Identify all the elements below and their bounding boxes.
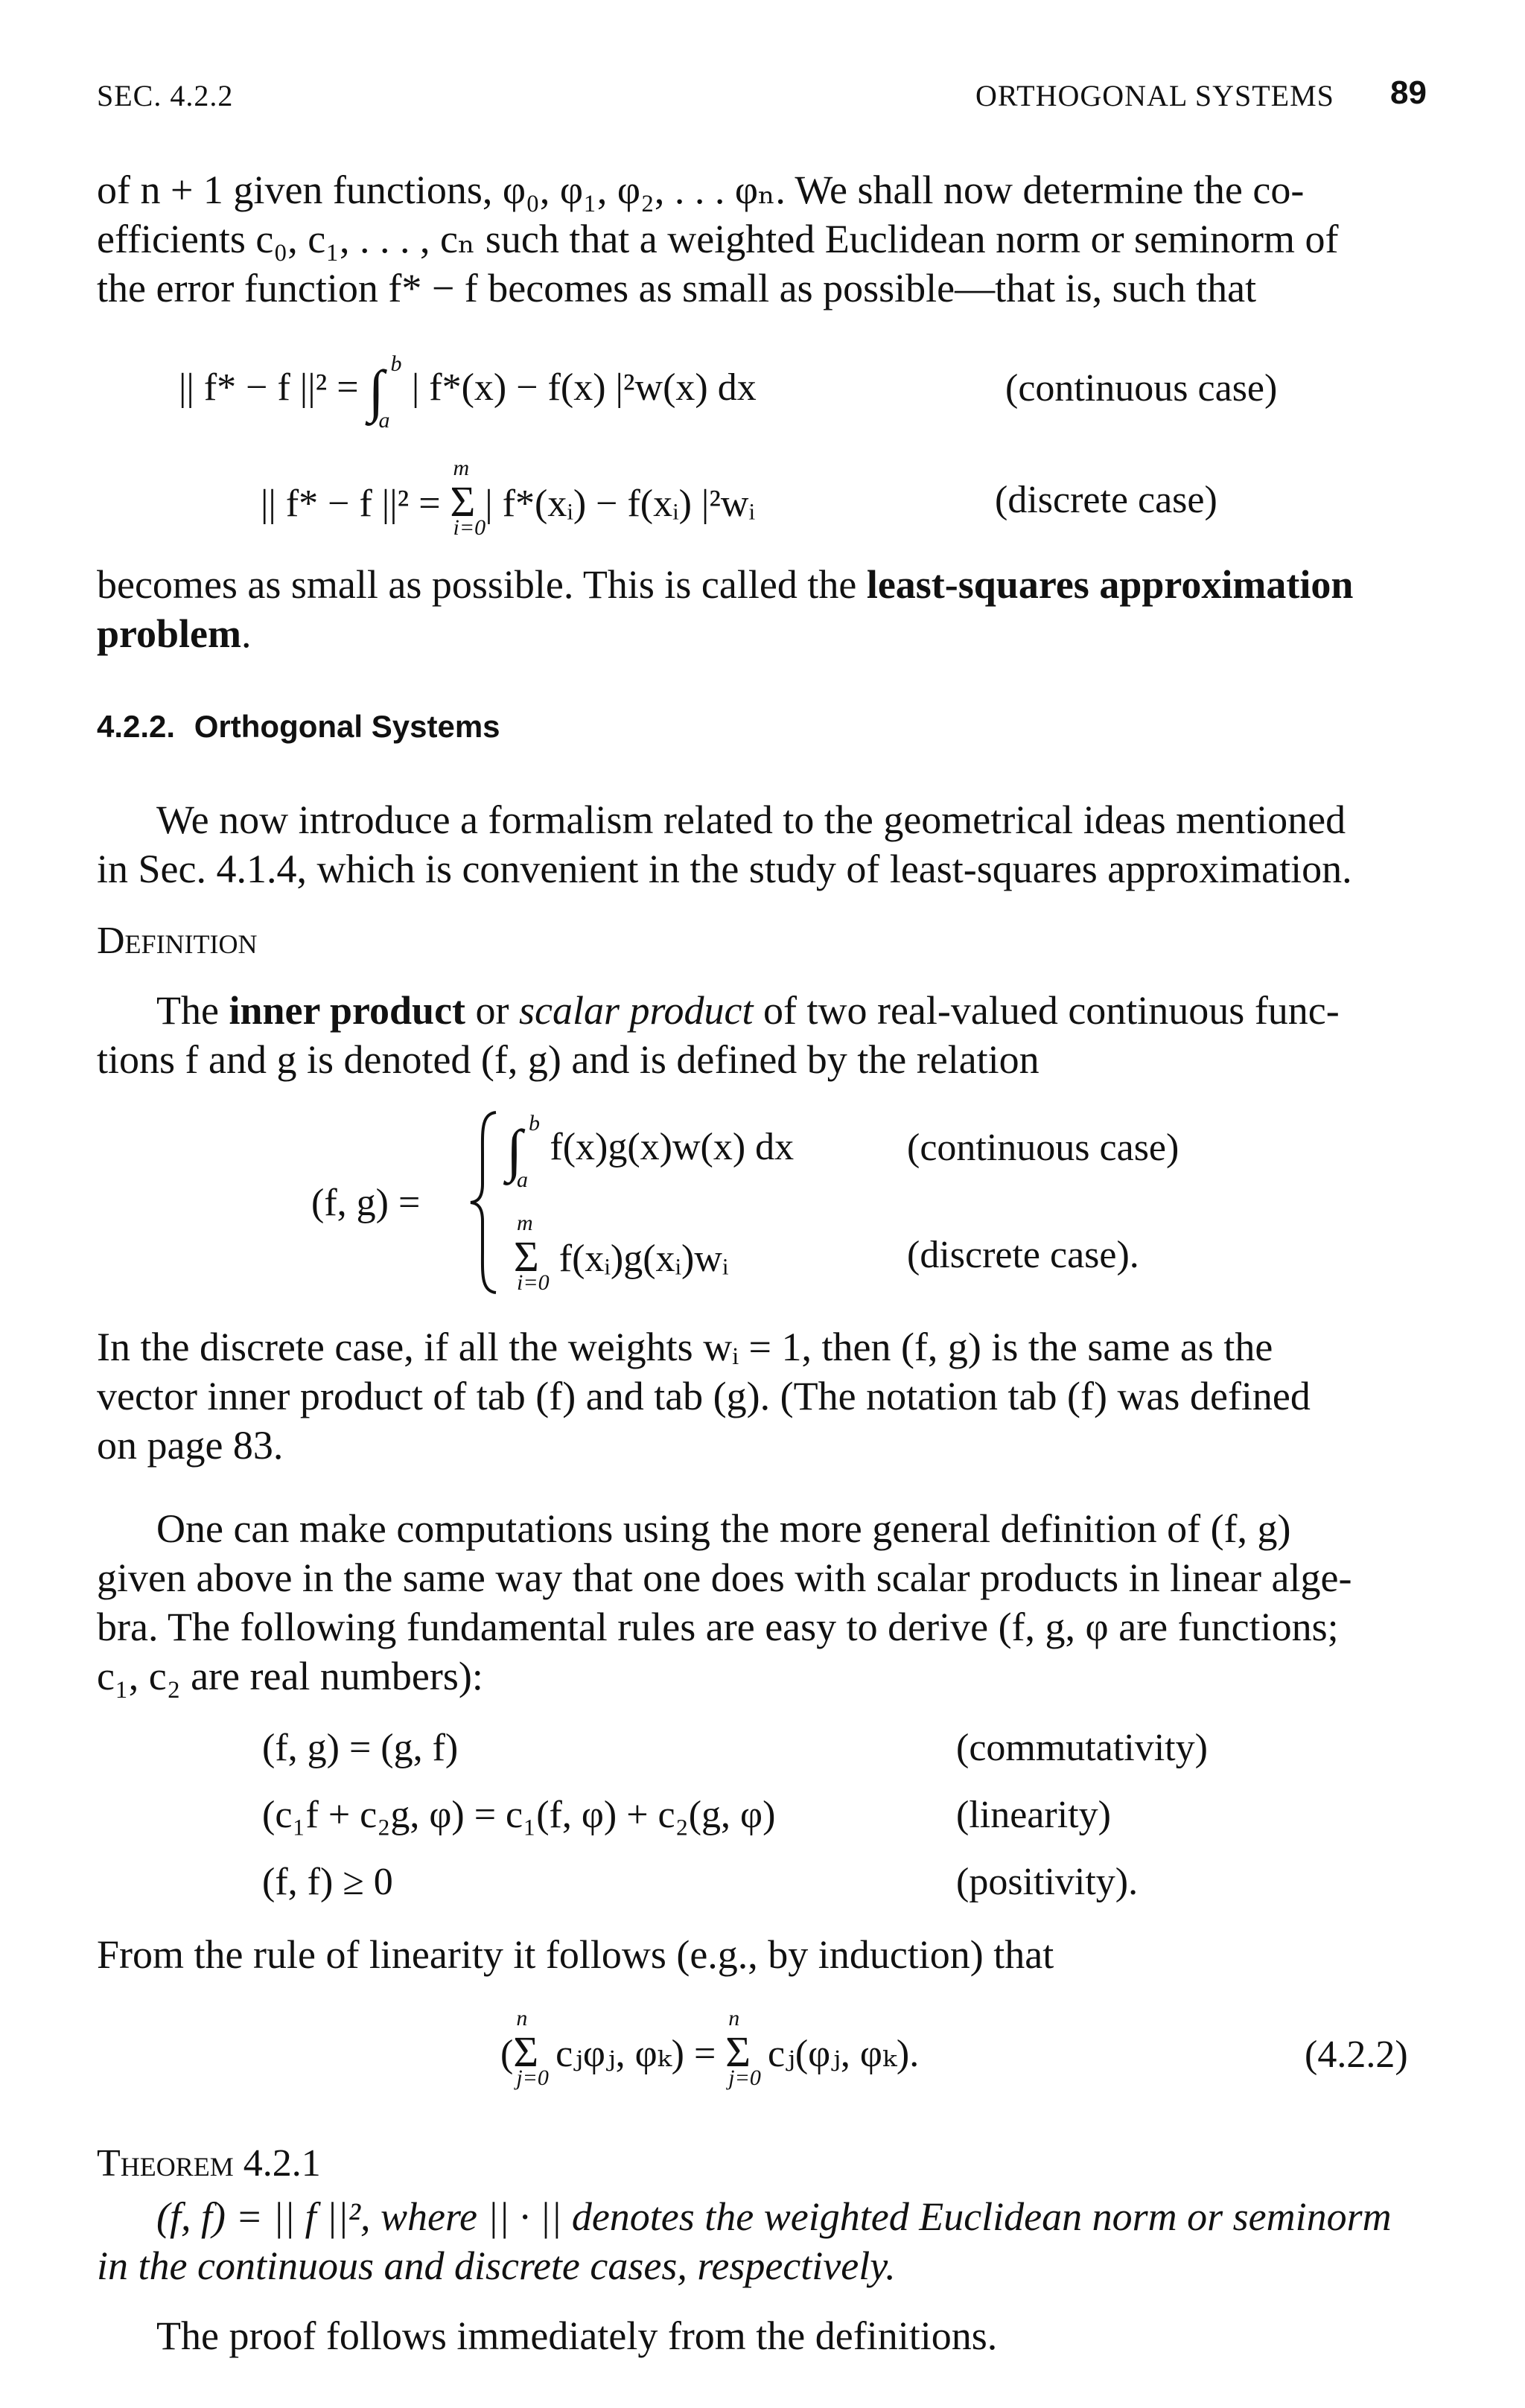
paragraph-least-squares [97,560,1428,658]
paragraph-line: We now introduce a formalism related to the geometrical ideas mentioned [156,797,1346,842]
paragraph-line: in Sec. 4.1.4, which is convenient in the study of least-squares approximation. [97,847,1352,891]
summand: | f*(xᵢ) − f(xᵢ) |²wᵢ [485,482,755,525]
sum-upper-limit: m [517,1211,533,1235]
paragraph-line: on page 83. [97,1423,284,1468]
paragraph-line: One can make computations using the more general definition of (f, g) [156,1506,1291,1551]
rule-positivity: (f, f) ≥ 0 [262,1861,393,1903]
rule-linearity: (c₁f + c₂g, φ) = c₁(f, φ) + c₂(g, φ) [262,1794,776,1836]
rule-note: (commutativity) [956,1727,1208,1769]
paragraph-line: In the discrete case, if all the weights wᵢ = 1, then (f, g) is the same as the [97,1325,1273,1369]
paragraph-intro [97,165,1428,313]
text-run: The [156,988,229,1033]
paragraph-line: the error function f* − f becomes as small as possible—that is, such that [97,266,1257,310]
left-brace-icon [466,1109,500,1296]
paragraph-line: tions f and g is denoted (f, g) and is defined by the relation [97,1037,1040,1082]
theorem-statement [97,2192,1428,2290]
paragraph-line: c₁, c₂ are real numbers): [97,1654,483,1698]
paragraph-line: in the continuous and discrete cases, respectively. [97,2243,896,2288]
paragraph-line: efficients c₀, c₁, . . . , cₙ such that a weighted Euclidean norm or seminorm of [97,217,1339,261]
equation-note: (continuous case) [1005,367,1278,410]
definition-label: Definition [97,920,258,962]
paragraph-line [97,609,1428,658]
paragraph-line [97,986,1428,1035]
rule-commutativity: (f, g) = (g, f) [262,1727,459,1769]
integral-lower-limit: a [517,1168,528,1192]
inner-product-discrete [514,1211,729,1295]
paragraph-line: of n + 1 given functions, φ₀, φ₁, φ₂, . . . φₙ. We shall now determine the co- [97,168,1305,212]
paragraph-line [97,560,1428,609]
section-title: Orthogonal Systems [194,709,500,744]
integral-sign: ∫ b a [506,1111,540,1192]
summation-sign: Σ m i=0 [514,1211,550,1295]
integral-sign: ∫ b a [368,351,402,433]
bold-term: least-squares approximation [866,562,1354,607]
paragraph-discrete-case [97,1322,1428,1470]
bold-term: inner product [229,988,466,1033]
section-number: 4.2.2. [97,709,176,744]
integral-upper-limit: b [529,1111,540,1135]
integrand: f(x)g(x)w(x) dx [550,1126,795,1168]
paragraph-line: vector inner product of tab (f) and tab (g). (The notation tab (f) was defined [97,1374,1311,1418]
italic-term: scalar product [519,988,754,1033]
section-heading [97,709,500,745]
running-header-title: ORTHOGONAL SYSTEMS [975,79,1334,112]
sum-upper-limit: m [453,456,470,480]
equation-note: (discrete case). [907,1234,1139,1276]
open-paren: ( [500,2033,514,2075]
sum-lower-limit: j=0 [728,2065,761,2090]
rule-note: (positivity). [956,1861,1139,1903]
sum-lower-limit: i=0 [453,515,486,540]
equation-norm-discrete [261,456,755,540]
integrand: | f*(x) − f(x) |²w(x) dx [411,366,757,409]
paragraph-proof: The proof follows immediately from the definitions. [156,2313,998,2358]
running-header-section: SEC. 4.2.2 [97,79,234,112]
inner-product-continuous [506,1111,795,1192]
equation-number: (4.2.2) [1305,2033,1408,2076]
theorem-label: Theorem 4.2.1 [97,2142,321,2185]
sum-upper-limit: n [728,2006,740,2030]
summand: f(xᵢ)g(xᵢ)wᵢ [558,1238,729,1280]
paragraph-induction: From the rule of linearity it follows (e.g., by induction) that [97,1932,1054,1977]
equation-lhs: || f* − f ||² = [261,482,441,525]
summation-sign: Σ n j=0 [513,2006,549,2090]
paragraph-line: bra. The following fundamental rules are easy to derive (f, g, φ are functions; [97,1605,1339,1649]
equation-lhs: || f* − f ||² = [179,366,359,409]
summation-sign: Σ m i=0 [450,456,486,540]
summation-sign: Σ n j=0 [725,2006,761,2090]
sum-lower-limit: j=0 [516,2065,549,2090]
equation-middle: cⱼφⱼ, φₖ) = [555,2033,716,2075]
text-run: becomes as small as possible. This is called the [97,562,867,607]
paragraph-line: (f, f) = || f ||², where || · || denotes the weighted Euclidean norm or seminorm [156,2194,1392,2239]
rule-note: (linearity) [956,1794,1111,1836]
text-run: of two real-valued continuous func- [753,988,1340,1033]
text-run: . [241,611,252,656]
paragraph-definition [97,986,1428,1084]
equation-note: (discrete case) [995,479,1217,521]
integral-upper-limit: b [390,351,402,376]
paragraph-formalism [97,795,1428,894]
equation-4-2-2 [500,2006,920,2090]
text-run: or [465,988,520,1033]
page-number: 89 [1390,74,1427,111]
paragraph-line: given above in the same way that one does with scalar products in linear alge- [97,1555,1352,1600]
equation-note: (continuous case) [907,1127,1179,1169]
equation-norm-continuous [179,351,757,433]
sum-lower-limit: i=0 [517,1270,550,1295]
equation-rhs: cⱼ(φⱼ, φₖ). [768,2033,920,2075]
paragraph-rules-intro [97,1504,1428,1701]
bold-term: problem [97,611,242,656]
sum-upper-limit: n [516,2006,528,2030]
integral-lower-limit: a [378,408,390,433]
inner-product-lhs: (f, g) = [311,1182,421,1224]
